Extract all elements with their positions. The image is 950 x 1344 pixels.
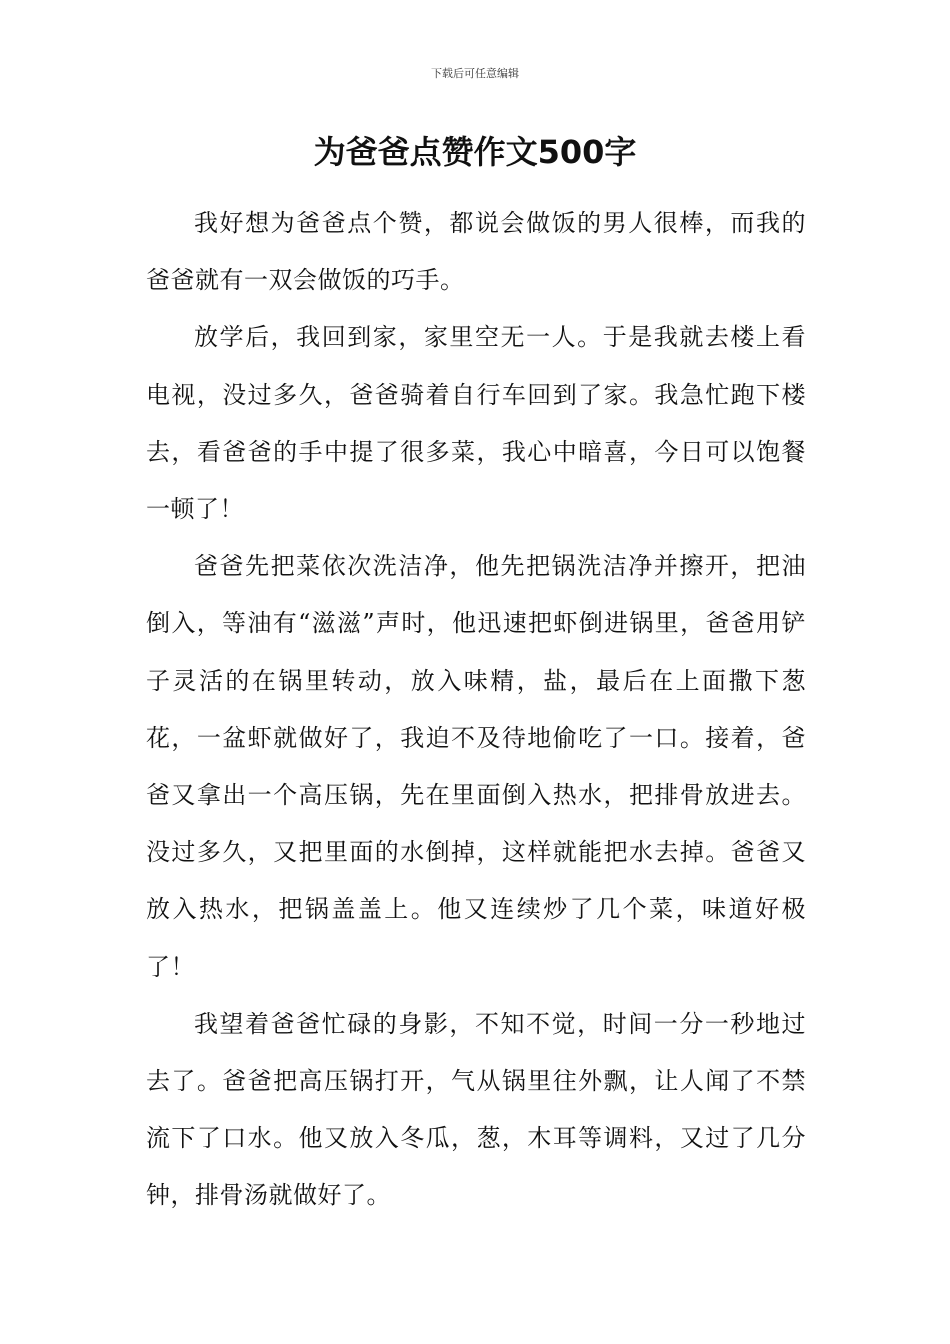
paragraph-3: 爸爸先把菜依次洗洁净，他先把锅洗洁净并擦开，把油倒入，等油有“滋滋”声时，他迅速把虾倒进锅里，爸爸用铲子灵活的在锅里转动，放入味精，盐，最后在上面撒下葱花，一盆虾就做好了，我迫不及待地偷吃了一口。接着，爸爸又拿出一个高压锅，先在里面倒入热水，把排骨放进去。没过多久，又把里面的水倒掉，这样就能把水去掉。爸爸又放入热水，把锅盖盖上。他又连续炒了几个菜，味道好极了！	[146, 552, 806, 981]
paragraph-4: 我望着爸爸忙碌的身影，不知不觉，时间一分一秒地过去了。爸爸把高压锅打开，气从锅里往外飘，让人闻了不禁流下了口水。他又放入冬瓜，葱，木耳等调料，又过了几分钟，排骨汤就做好了。	[146, 1009, 806, 1210]
document-title: 为爸爸点赞作文500字	[313, 133, 637, 171]
paragraph-2: 放学后，我回到家，家里空无一人。于是我就去楼上看电视，没过多久，爸爸骑着自行车回到了家。我急忙跑下楼去，看爸爸的手中提了很多菜，我心中暗喜，今日可以饱餐一顿了！	[146, 323, 806, 524]
document-body	[146, 195, 806, 1225]
page-header-note: 下载后可任意编辑	[431, 67, 519, 80]
paragraph-1: 我好想为爸爸点个赞，都说会做饭的男人很棒，而我的爸爸就有一双会做饭的巧手。	[146, 209, 806, 295]
